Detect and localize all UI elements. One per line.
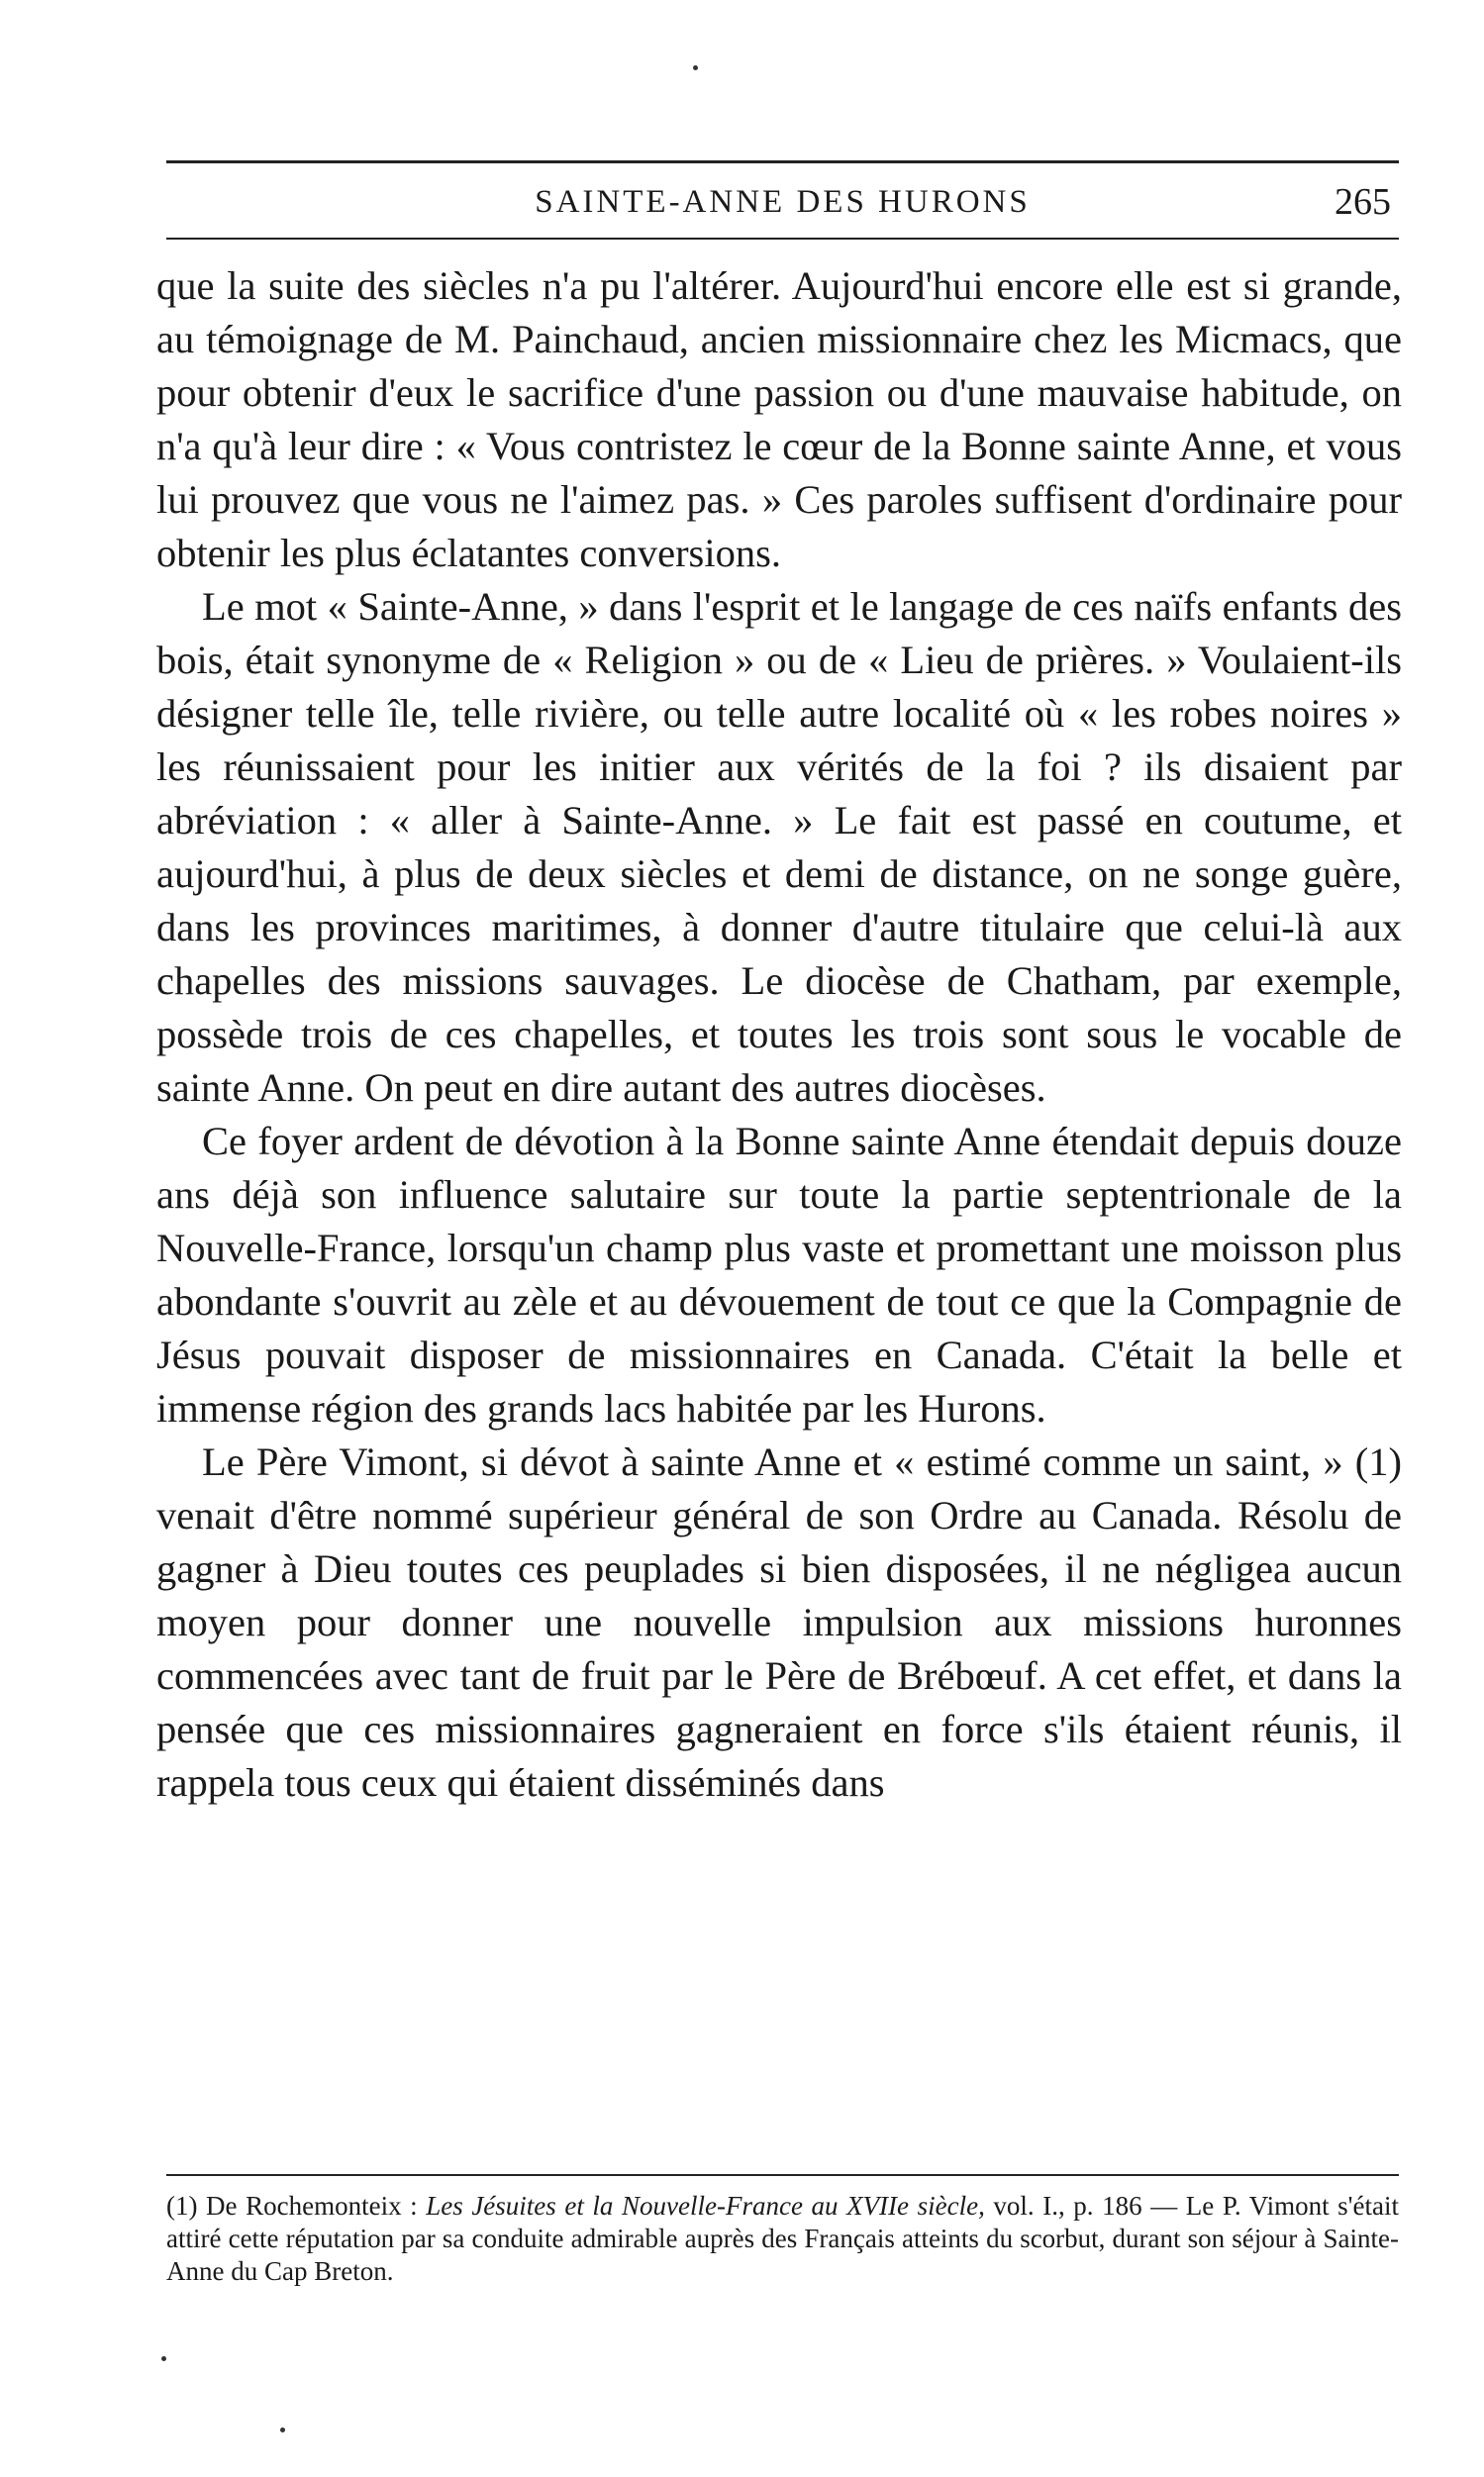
ink-speck xyxy=(161,2356,166,2361)
running-head xyxy=(166,178,1399,230)
running-title: SAINTE-ANNE DES HURONS xyxy=(535,184,1031,220)
header-bottom-rule xyxy=(166,238,1399,240)
footnote-text: vol. I., p. 186 — Le P. Vimont s'était attiré cette réputation par sa conduite admirable auprès des Français atteints du scorbut, durant son séjour à Sainte-Anne du Cap Breton. xyxy=(166,2191,1399,2286)
footnote xyxy=(166,2190,1399,2288)
paragraph: que la suite des siècles n'a pu l'altérer. Aujourd'hui encore elle est si grande, au témoignage de M. Painchaud, ancien missionnaire chez les Micmacs, que pour obtenir d'eux le sacrifice d'une passion ou d'une mauvaise habitude, on n'a qu'à leur dire : « Vous contristez le cœur de la Bonne sainte Anne, et vous lui prouvez que vous ne l'aimez pas. » Ces paroles suffisent d'ordinaire pour obtenir les plus éclatantes conversions. xyxy=(156,263,1402,575)
header-top-rule xyxy=(166,160,1399,163)
paragraph: Le Père Vimont, si dévot à sainte Anne et « estimé comme un saint, » (1) venait d'être nommé supérieur général de son Ordre au Canada. Résolu de gagner à Dieu toutes ces peuplades si bien disposées, il ne négligea aucun moyen pour donner une nouvelle impulsion aux missions huronnes commencées avec tant de fruit par le Père de Brébœuf. A cet effet, et dans la pensée que ces missionnaires gagneraient en force s'ils étaient réunis, il rappela tous ceux qui étaient disséminés dans xyxy=(156,1439,1402,1805)
body-text xyxy=(156,259,1402,1810)
footnote-rule xyxy=(166,2174,1399,2176)
paragraph: Le mot « Sainte-Anne, » dans l'esprit et le langage de ces naïfs enfants des bois, était synonyme de « Religion » ou de « Lieu de prières. » Voulaient-ils désigner telle île, telle rivière, ou telle autre localité où « les robes noires » les réunissaient pour les initier aux vérités de la foi ? ils disaient par abréviation : « aller à Sainte-Anne. » Le fait est passé en coutume, et aujourd'hui, à plus de deux siècles et demi de distance, on ne songe guère, dans les provinces maritimes, à donner d'autre titulaire que celui-là aux chapelles des missions sauvages. Le diocèse de Chatham, par exemple, possède trois de ces chapelles, et toutes les trois sont sous le vocable de sainte Anne. On peut en dire autant des autres diocèses. xyxy=(156,584,1402,1110)
ink-speck xyxy=(693,65,698,70)
footnote-book-title: Les Jésuites et la Nouvelle-France au XVIIe siècle, xyxy=(426,2191,985,2221)
paragraph: Ce foyer ardent de dévotion à la Bonne sainte Anne étendait depuis douze ans déjà son influence salutaire sur toute la partie septentrionale de la Nouvelle-France, lorsqu'un champ plus vaste et promettant une moisson plus abondante s'ouvrit au zèle et au dévouement de tout ce que la Compagnie de Jésus pouvait disposer de missionnaires en Canada. C'était la belle et immense région des grands lacs habitée par les Hurons. xyxy=(156,1119,1402,1431)
ink-speck xyxy=(280,2427,285,2432)
footnote-marker: (1) De Rochemonteix : xyxy=(166,2191,427,2221)
page-number: 265 xyxy=(1335,181,1391,223)
